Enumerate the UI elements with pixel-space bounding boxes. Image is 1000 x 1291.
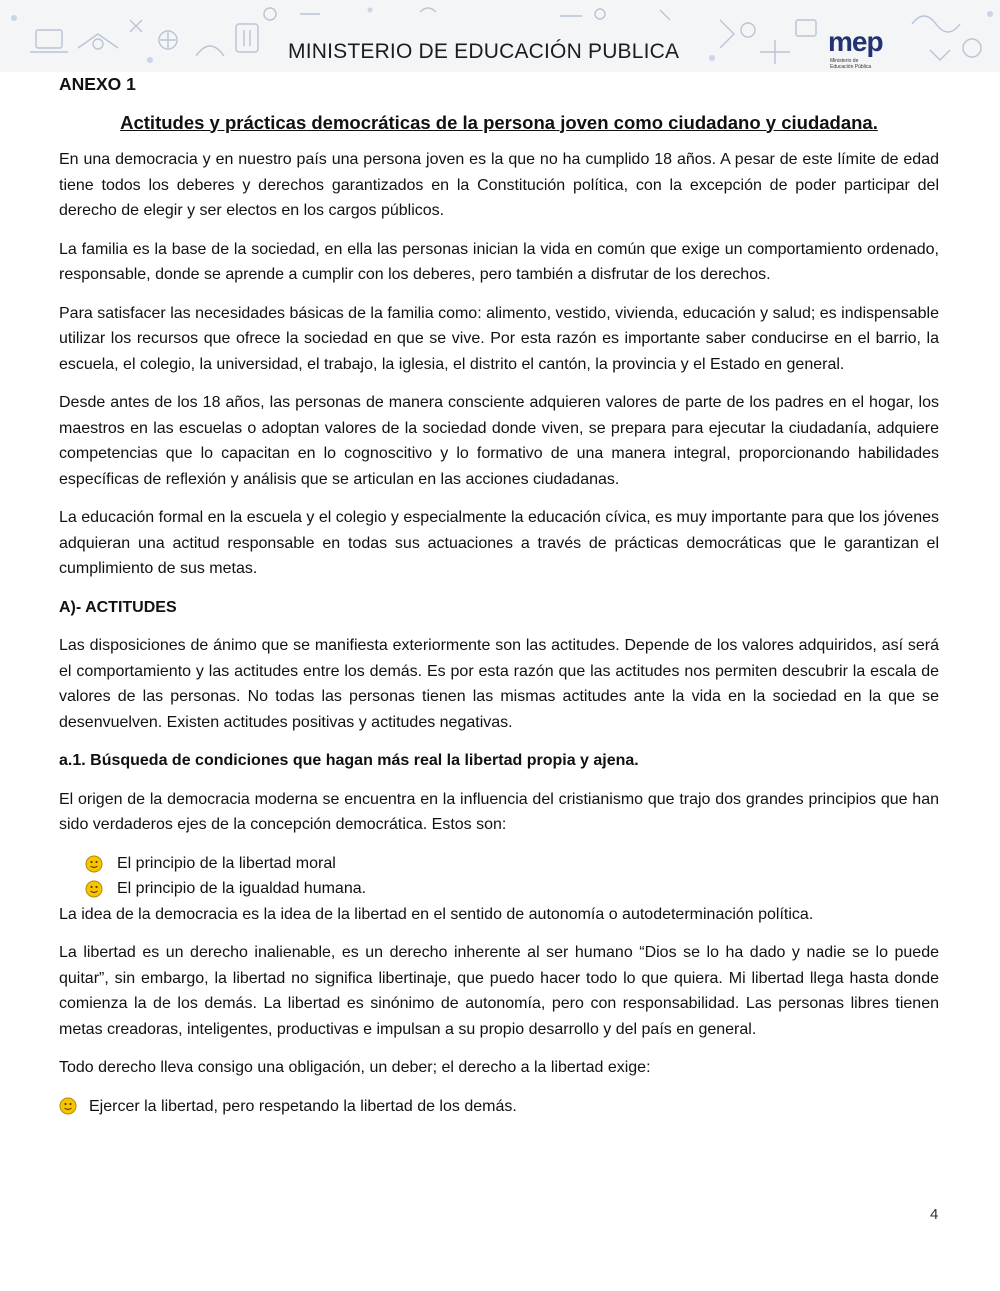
paragraph: La idea de la democracia es la idea de la libertad en el sentido de autonomía o autodeterminación política. [59, 905, 814, 923]
paragraph: En una democracia y en nuestro país una persona joven es la que no ha cumplido 18 años. A pesar de este límite de edad tiene todos los deberes y derechos garantizados en la Constitución política, con la excepción de poder participar del derecho de elegir y ser electos en los cargos públicos. [59, 151, 939, 219]
principle-text: El principio de la libertad moral [117, 854, 336, 872]
list-item [85, 851, 939, 877]
smiley-icon [59, 1097, 77, 1115]
paragraph: El origen de la democracia moderna se encuentra en la influencia del cristianismo que trajo dos grandes principios que han sido verdaderos ejes de la concepción democrática. Estos son: [59, 790, 939, 833]
final-bullet [59, 1094, 939, 1120]
principle-text: El principio de la igualdad humana. [117, 880, 367, 897]
document-body [59, 72, 939, 1119]
logo-word: mep [828, 26, 883, 57]
mep-logo [826, 26, 902, 72]
paragraph: La educación formal en la escuela y el colegio y especialmente la educación cívica, es muy importante para que los jóvenes adquieran una actitud responsable en todas sus actuaciones a través de prácticas democráticas que le garantizan el cumplimiento de sus metas. [59, 509, 939, 577]
paragraph: Las disposiciones de ánimo que se manifiesta exteriormente son las actitudes. Depende de los valores adquiridos, así será el comportamiento y las actitudes entre los demás. Es por esta razón que las actitudes nos permiten descubrir la escala de valores de las personas. No todas las personas tienen las mismas actitudes ante la vida en la sociedad en la que se desenvuelven. Existen actitudes positivas y actitudes negativas. [59, 637, 939, 731]
logo-subtitle-2: Educación Pública [830, 64, 872, 70]
logo-subtitle-1: Ministerio de [830, 58, 859, 64]
paragraph: Desde antes de los 18 años, las personas de manera consciente adquieren valores de parte de los padres en el hogar, los maestros en las escuelas o adoptan valores de la sociedad donde viven, se prepara para ejecutar la ciudadanía, adquiere competencias que lo capacitan en lo cognoscitivo y lo formativo de una manera integral, proporcionando habilidades específicas de reflexión y análisis que se articulan en las acciones ciudadanas. [59, 394, 939, 488]
header-banner [0, 0, 1000, 72]
page-number: 4 [930, 1206, 939, 1223]
paragraph: La libertad es un derecho inalienable, es un derecho inherente al ser humano “Dios se lo ha dado y nadie se lo puede quitar”, sin embargo, la libertad no significa libertinaje, que puedo hacer todo lo que quiera. Mi libertad llega hasta donde comienza la de los demás. La libertad es sinónimo de autonomía, pero con responsabilidad. Las personas libres tienen metas creadoras, inteligentes, productivas e impulsan a su propio desarrollo y del país en general. [59, 944, 939, 1038]
subsection-heading: a.1. Búsqueda de condiciones que hagan más real la libertad propia y ajena. [59, 752, 639, 769]
paragraph: Para satisfacer las necesidades básicas de la familia como: alimento, vestido, vivienda, educación y salud; es indispensable utilizar los recursos que ofrece la sociedad en que se vive. Por esta razón es importante saber conducirse en el barrio, la escuela, el colegio, la universidad, el trabajo, la iglesia, el distrito el cantón, la provincia y el Estado en general. [59, 304, 939, 373]
paragraph: La familia es la base de la sociedad, en ella las personas inician la vida en común que exige un comportamiento ordenado, responsable, donde se aprende a cumplir con los deberes, pero también a disfrutar de los derechos. [59, 240, 939, 283]
smiley-icon [85, 880, 103, 898]
document-title: Actitudes y prácticas democráticas de la persona joven como ciudadano y ciudadana. [120, 111, 878, 133]
smiley-icon [85, 855, 103, 873]
paragraph: Todo derecho lleva consigo una obligación, un deber; el derecho a la libertad exige: [59, 1059, 651, 1076]
annex-label: ANEXO 1 [59, 74, 136, 94]
list-item [85, 876, 939, 902]
final-bullet-text: Ejercer la libertad, pero respetando la libertad de los demás. [89, 1097, 517, 1115]
principles-list [59, 851, 939, 902]
section-a-heading: A)- ACTITUDES [59, 598, 177, 616]
ministry-title: MINISTERIO DE EDUCACIÓN PUBLICA [288, 40, 680, 63]
